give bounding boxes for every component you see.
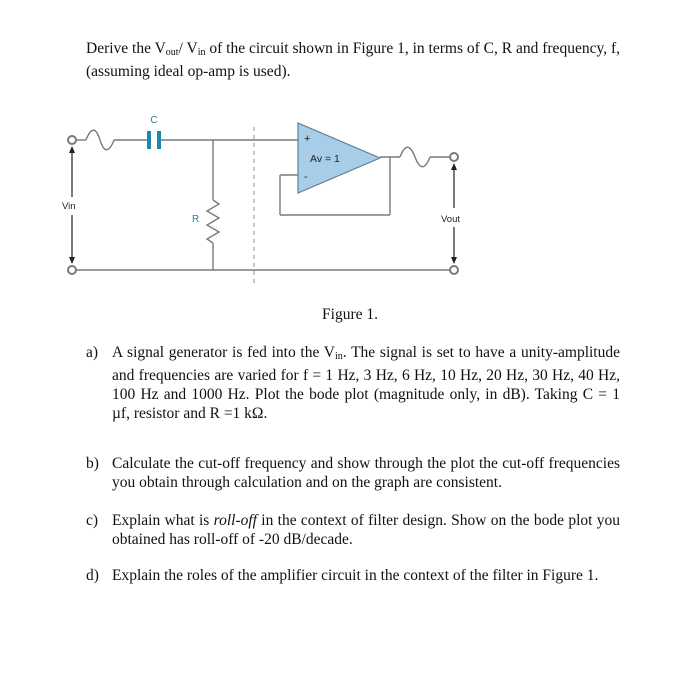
opamp-plus: +	[304, 133, 311, 145]
question-label: b)	[86, 455, 99, 472]
question-text: Explain the roles of the amplifier circuit in the context of the filter in Figure 1.	[112, 567, 599, 584]
question-b	[86, 454, 620, 492]
question-text: Calculate the cut-off frequency and show through the plot the cut-off frequencies you obtain through calculation and on the graph are consistent.	[112, 455, 620, 491]
question-label: d)	[86, 567, 99, 584]
figure-caption: Figure 1.	[322, 306, 378, 323]
vin-bottom-terminal	[68, 266, 76, 274]
input-sine-icon	[86, 130, 114, 150]
vin-top-terminal	[68, 136, 76, 144]
capacitor-symbol	[147, 131, 161, 149]
question-a	[86, 343, 620, 423]
question-text: A signal generator is fed into the $V_{in}$. The signal is set to have a unity-amplitude and frequencies are varied for f = 1 Hz, 3 Hz, 6 Hz, 10 Hz, 20 Hz, 30 Hz, 40 Hz, 100 Hz and 1000 Hz. Plot the bode plot (magnitude only, in dB). Taking C = 1 µf, resistor and R =1 kΩ.	[112, 344, 620, 422]
opamp-gain-label: Av = 1	[310, 153, 340, 165]
opamp-minus: -	[304, 171, 308, 183]
vout-top-terminal	[450, 153, 458, 161]
vin-label: Vin	[62, 201, 76, 212]
problem-statement: Derive the $V_{out}/$ $V_{in}$ of the circuit shown in Figure 1, in terms of C, R and frequency, f, (assuming ideal op-amp is used).	[86, 40, 620, 80]
vout-label: Vout	[441, 214, 461, 225]
resistor-symbol	[207, 200, 219, 243]
output-sine-icon	[400, 147, 430, 167]
question-label: c)	[86, 512, 99, 529]
resistor-label: R	[192, 214, 200, 225]
question-label: a)	[86, 344, 99, 361]
capacitor-label: C	[150, 115, 158, 126]
vout-bottom-terminal	[450, 266, 458, 274]
circuit-diagram	[60, 105, 480, 295]
question-text: Explain what is roll-off in the context of filter design. Show on the bode plot you obtained has roll-off of -20 dB/decade.	[112, 512, 620, 548]
question-d	[86, 566, 620, 585]
question-c	[86, 511, 620, 549]
